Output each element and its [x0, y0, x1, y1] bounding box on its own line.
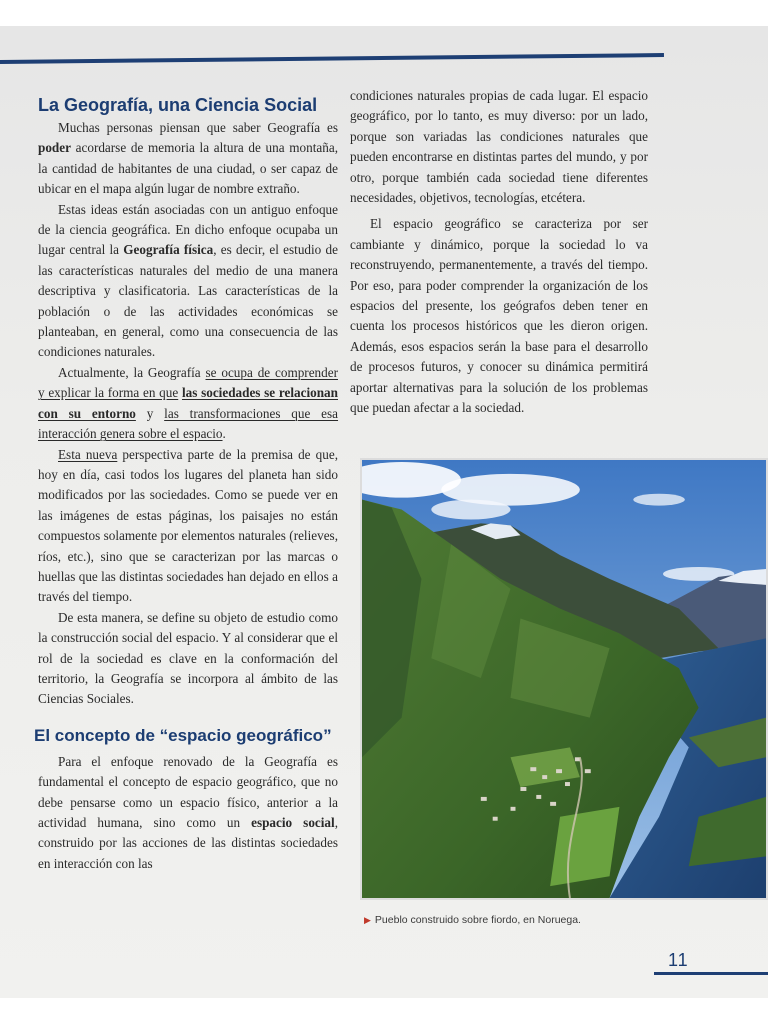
section-title-geografia: La Geografía, una Ciencia Social — [38, 95, 318, 115]
paragraph: Estas ideas están asociadas con un antiguo enfoque de la ciencia geográfica. En dicho enfoque ocupaba un lugar central la Geografía física, es decir, el estudio de las características naturales del medio de una manera descriptiva y clasificatoria. Las características de la población o de las actividades económicas se planteaban, en general, como una consecuencia de las condiciones naturales. — [38, 201, 338, 360]
section-title-espacio: El concepto de “espacio geográfico” — [34, 725, 332, 745]
right-column — [350, 86, 648, 419]
left-column — [34, 94, 339, 874]
paragraph: condiciones naturales propias de cada lugar. El espacio geográfico, por lo tanto, es muy diverso: por un lado, porque son variadas las condiciones naturales que pueden encontrarse en distintas partes del mundo, y por otro, porque también cada sociedad tiene diferentes necesidades, objetivos, tecnologías, etcétera. — [350, 88, 648, 206]
caption-arrow-icon: ▶ — [364, 915, 371, 925]
fjord-landscape-image — [362, 460, 766, 898]
photo-caption: ▶ Pueblo construido sobre fiordo, en Noruega. — [364, 914, 581, 926]
paragraph: Muchas personas piensan que saber Geografía es poder acordarse de memoria la altura de una montaña, la cantidad de habitantes de una ciudad, o ser capaz de ubicar en el mapa algún lugar de nombre extraño. — [38, 120, 338, 197]
paragraph: Para el enfoque renovado de la Geografía es fundamental el concepto de espacio geográfico, que no debe pensarse como un espacio físico, anterior a la actividad humana, sino como un espacio social, construido por las acciones de las distintas sociedades en interacción con las — [38, 753, 338, 871]
fjord-photo — [360, 458, 768, 900]
paragraph: El espacio geográfico se caracteriza por ser cambiante y dinámico, porque la sociedad lo va reconstruyendo, permanentemente, a través del tiempo. Por eso, para poder comprender la organización de los espacios del presente, los geógrafos deben tener en cuenta los procesos históricos que les dieron origen. Además, esos espacios serán la base para el desarrollo de procesos futuros, y conocer su dinámica permitirá aportar alternativas para la solución de los problemas que puedan afectar a la sociedad. — [350, 216, 648, 416]
top-rule — [0, 53, 664, 64]
page-number-rule — [654, 972, 768, 975]
paragraph: Esta nueva perspectiva parte de la premisa de que, hoy en día, casi todos los lugares del planeta han sido modificados por las sociedades. Como se puede ver en las imágenes de estas páginas, los paisajes no están compuestos solamente por elementos naturales (relieves, ríos, etc.), sino que se caracterizan por las marcas o huellas que las distintas sociedades han dejado en ellos a través del tiempo. — [38, 446, 338, 605]
paragraph: De esta manera, se define su objeto de estudio como la construcción social del espacio. Y al considerar que el rol de la sociedad es clave en la conformación del territorio, la Geografía se incorpora al ámbito de las Ciencias Sociales. — [38, 609, 338, 707]
page-number: 11 — [668, 950, 689, 970]
paragraph: Actualmente, la Geografía se ocupa de comprender y explicar la forma en que las sociedades se relacionan con su entorno y las transformaciones que esa interacción genera sobre el espacio. — [38, 364, 339, 442]
book-page — [0, 26, 768, 998]
